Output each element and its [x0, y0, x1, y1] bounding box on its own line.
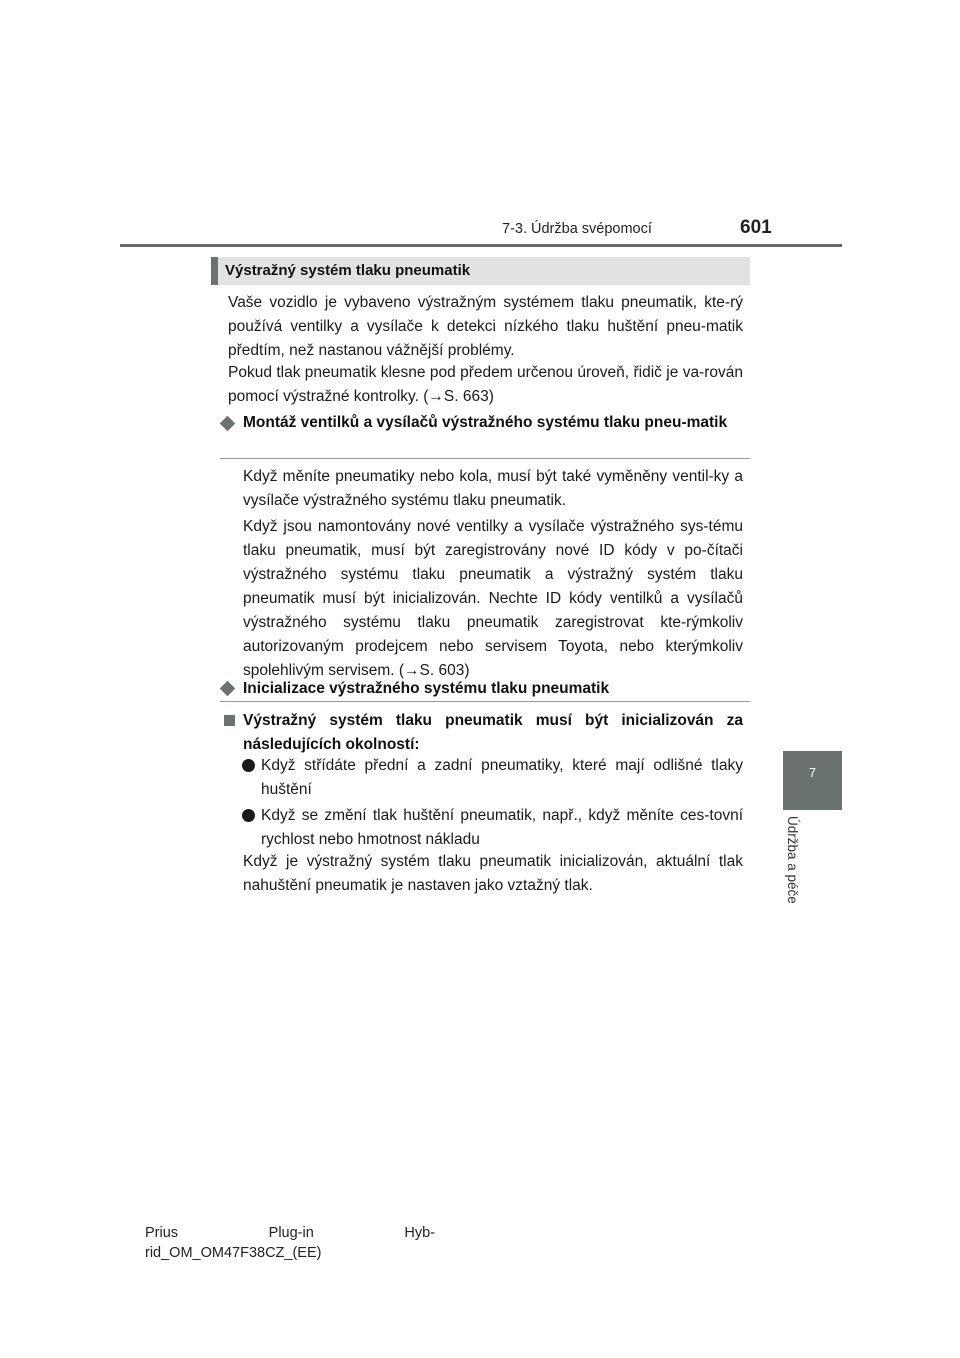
subsection-1-paragraph-1: Když měníte pneumatiky nebo kola, musí být také vyměněny ventil-ky a vysílače výstražného systému tlaku pneumatik. [243, 468, 743, 509]
circle-bullet-icon [242, 759, 255, 772]
intro-paragraph-2: Pokud tlak pneumatik klesne pod předem určenou úroveň, řidič je va-rován pomocí výstražné kontrolky. (→S. 663) [228, 364, 743, 405]
square-bullet-icon [224, 715, 235, 726]
subsection-1-paragraph-2: Když jsou namontovány nové ventilky a vysílače výstražného sys-tému tlaku pneumatik, musí být zaregistrovány nové ID kódy v po-čítači výstražného systému tlaku pneumatik a výstražný systém tlaku pneumatik musí být inicializován. Nechte ID kódy ventilků a vysílačů výstražného systému tlaku pneumatik zaregistrovat kte-rýmkoliv autorizovaným prodejcem nebo servisem Toyota, nebo kterýmkoliv spolehlivým servisem. (→S. 603) [243, 518, 743, 679]
subsection-2-title: Inicializace výstražného systému tlaku pneumatik [243, 680, 610, 697]
intro-paragraph-1: Vaše vozidlo je vybaveno výstražným systémem tlaku pneumatik, kte-rý používá ventilky a vysílače k detekci nízkého tlaku huštění pneu-matik předtím, než nastanou vážnější problémy. [228, 294, 743, 359]
diamond-bullet-icon [220, 681, 236, 697]
running-header-section: 7-3. Údržba svépomocí [502, 221, 652, 237]
box-heading: Výstražný systém tlaku pneumatik musí být inicializován za následujících okolností: [243, 712, 743, 753]
subsection-1-title: Montáž ventilků a vysílačů výstražného systému tlaku pneu-matik [243, 414, 728, 431]
subsection-2-rule [220, 701, 750, 702]
page-number: 601 [740, 217, 772, 238]
closing-paragraph: Když je výstražný systém tlaku pneumatik inicializován, aktuální tlak nahuštění pneumatik je nastaven jako vztažný tlak. [243, 853, 743, 894]
section-title: Výstražný systém tlaku pneumatik [225, 262, 471, 279]
bullet-item-1: Když střídáte přední a zadní pneumatiky, které mají odlišné tlaky huštění [261, 757, 743, 798]
chapter-tab [783, 751, 842, 810]
footer-line-2: rid_OM_OM47F38CZ_(EE) [145, 1245, 322, 1261]
subsection-1-rule [220, 458, 750, 459]
bullet-item-2: Když se změní tlak huštění pneumatik, např., když měníte ces-tovní rychlost nebo hmotnost nákladu [261, 807, 743, 848]
chapter-number: 7 [808, 765, 817, 780]
chapter-label: Údržba a péče [785, 816, 800, 904]
header-rule [120, 244, 842, 247]
diamond-bullet-icon [220, 416, 236, 432]
footer-line-1: Prius Plug-in Hyb- [145, 1225, 435, 1241]
circle-bullet-icon [242, 809, 255, 822]
